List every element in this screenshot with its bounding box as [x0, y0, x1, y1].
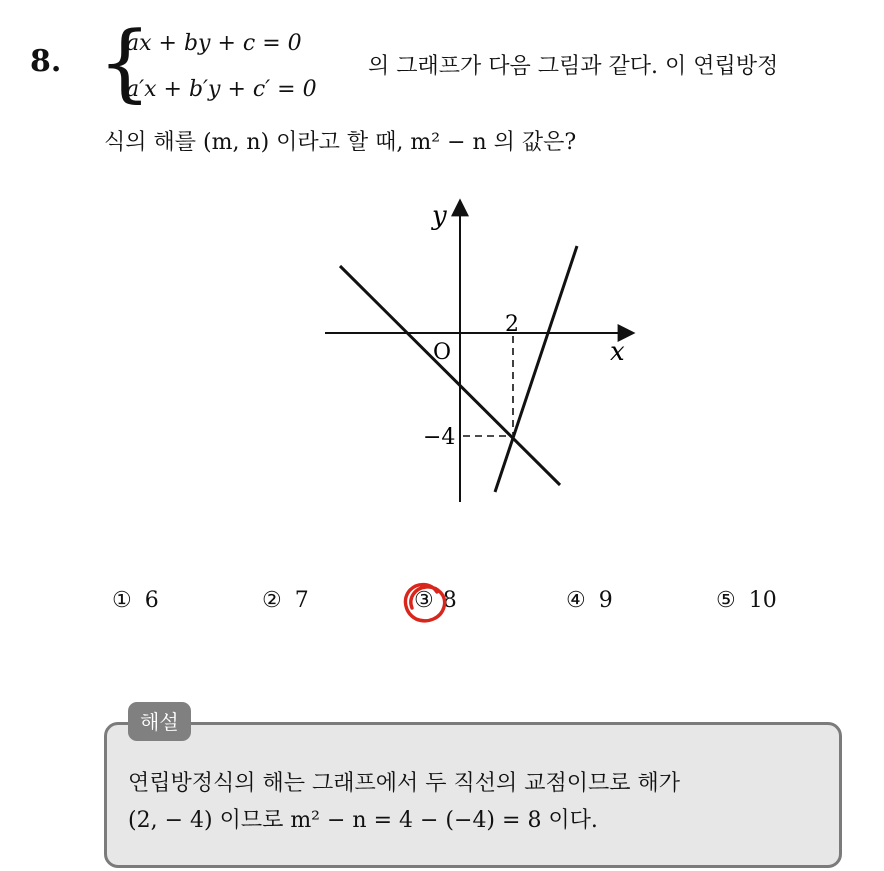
- solution-tag: 해설: [128, 702, 191, 741]
- choice-2[interactable]: [262, 588, 309, 613]
- question-number: 8.: [30, 44, 62, 79]
- x-axis-label: x: [610, 337, 625, 367]
- choice-3[interactable]: [414, 588, 457, 613]
- equation-2: a′x + b′y + c′ = 0: [126, 77, 317, 102]
- choice-4-value: 9: [598, 588, 613, 613]
- choice-1-number: ①: [112, 588, 132, 613]
- y-tick-label: −4: [423, 425, 456, 450]
- choice-3-number: ③: [414, 588, 434, 613]
- choice-1[interactable]: [112, 588, 159, 613]
- choice-5-number: ⑤: [716, 588, 736, 613]
- question-text-line-1: 의 그래프가 다음 그림과 같다. 이 연립방정: [368, 54, 779, 79]
- question-text-line-2: 식의 해를 (m, n) 이라고 할 때, m² − n 의 값은?: [104, 130, 577, 155]
- solution-line-1: 연립방정식의 해는 그래프에서 두 직선의 교점이므로 해가: [128, 771, 681, 796]
- equation-1: ax + by + c = 0: [126, 31, 302, 56]
- choice-1-value: 6: [144, 588, 159, 613]
- x-tick-label: 2: [505, 312, 519, 337]
- choice-3-value: 8: [442, 588, 457, 613]
- system-brace: {: [98, 13, 152, 111]
- line-increasing: [495, 246, 577, 492]
- y-axis-label: y: [432, 201, 447, 231]
- solution-line-2: (2, − 4) 이므로 m² − n = 4 − (−4) = 8 이다.: [128, 808, 598, 833]
- origin-label: O: [433, 340, 452, 365]
- choice-4-number: ④: [566, 588, 586, 613]
- line-decreasing: [340, 266, 560, 485]
- choice-2-number: ②: [262, 588, 282, 613]
- choice-5-value: 10: [748, 588, 777, 613]
- choice-4[interactable]: [566, 588, 613, 613]
- choice-2-value: 7: [294, 588, 309, 613]
- choice-5[interactable]: [716, 588, 777, 613]
